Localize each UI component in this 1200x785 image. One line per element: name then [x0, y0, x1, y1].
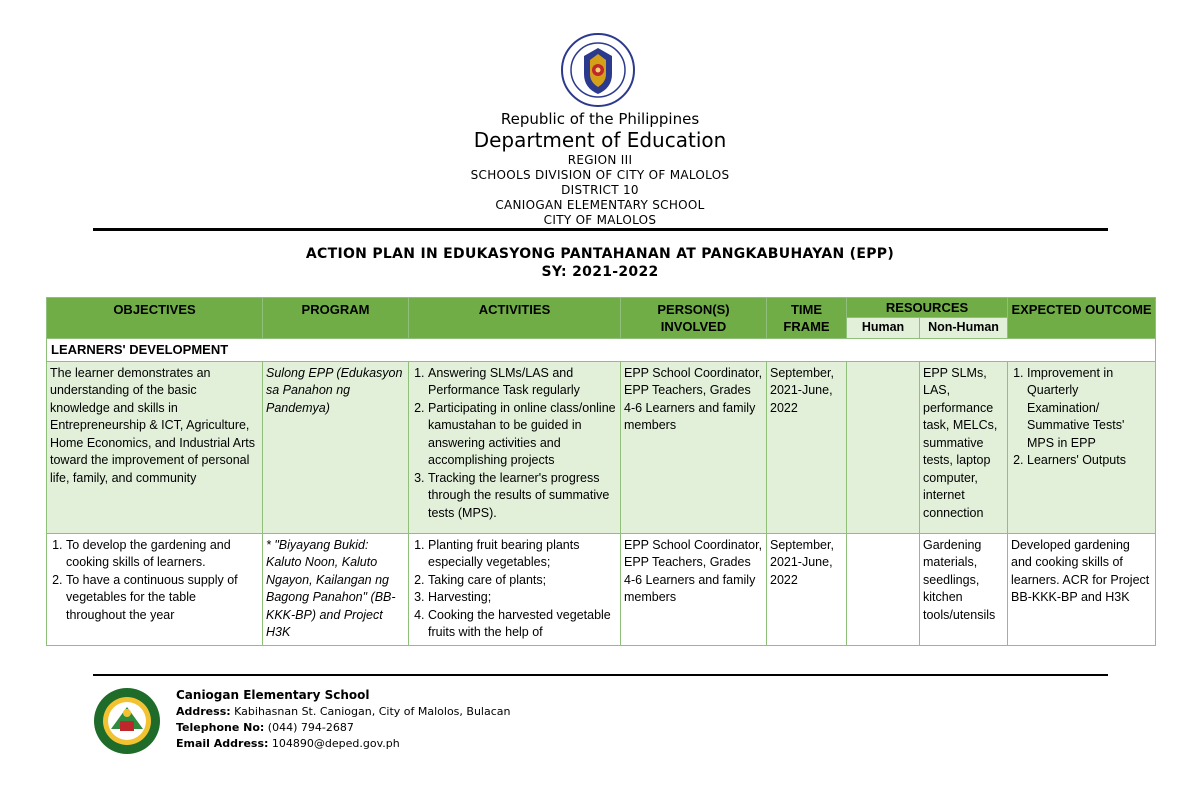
col-resources: RESOURCES: [847, 298, 1008, 318]
list-item: 4. Cooking the harvested vegetable fruits with the help of: [428, 607, 617, 642]
list-item: 1. Planting fruit bearing plants especially vegetables;: [428, 537, 617, 572]
nonhuman-cell: Gardening materials, seedlings, kitchen tools/utensils: [920, 533, 1008, 645]
school-logo-icon: [93, 687, 161, 755]
list-item: 1. Improvement in Quarterly Examination/ Summative Tests' MPS in EPP: [1027, 365, 1152, 453]
document-title: ACTION PLAN IN EDUKASYONG PANTAHANAN AT PANGKABUHAYAN (EPP): [305, 246, 895, 262]
list-item: 3. Tracking the learner's progress through the results of summative tests (MPS).: [428, 470, 617, 523]
col-time: TIME FRAME: [767, 298, 847, 339]
nonhuman-cell: EPP SLMs, LAS, performance task, MELCs, summative tests, laptop computer, internet connection: [920, 361, 1008, 533]
school-line: CANIOGAN ELEMENTARY SCHOOL: [495, 198, 705, 212]
col-objectives: OBJECTIVES: [47, 298, 263, 339]
footer-phone: [176, 721, 354, 734]
list-item: 3. Harvesting;: [428, 589, 617, 607]
col-human: Human: [847, 318, 920, 339]
outcome-cell: Developed gardening and cooking skills of learners. ACR for Project BB-KKK-BP and H3K: [1008, 533, 1156, 645]
col-nonhuman: Non-Human: [920, 318, 1008, 339]
human-cell: [847, 361, 920, 533]
col-program: PROGRAM: [263, 298, 409, 339]
time-cell: September, 2021-June, 2022: [767, 361, 847, 533]
city-line: CITY OF MALOLOS: [543, 213, 657, 227]
action-plan-table: [46, 297, 1156, 646]
section-row: [47, 339, 1156, 362]
school-year: SY: 2021-2022: [541, 264, 659, 280]
address-label: Address:: [176, 705, 231, 718]
list-item: 2. Learners' Outputs: [1027, 452, 1152, 470]
activities-cell: [409, 533, 621, 645]
division-line: SCHOOLS DIVISION OF CITY OF MALOLOS: [470, 168, 730, 182]
phone-label: Telephone No:: [176, 721, 265, 734]
list-item: 1. To develop the gardening and cooking skills of learners.: [66, 537, 259, 572]
time-cell: September, 2021-June, 2022: [767, 533, 847, 645]
district-line: DISTRICT 10: [561, 183, 639, 197]
persons-cell: EPP School Coordinator, EPP Teachers, Grades 4-6 Learners and family members: [621, 361, 767, 533]
footer-email: [176, 737, 400, 750]
activities-cell: [409, 361, 621, 533]
list-item: 2. To have a continuous supply of vegetables for the table throughout the year: [66, 572, 259, 625]
region-line: REGION III: [567, 153, 633, 167]
table-header-row: [47, 298, 1156, 318]
email-label: Email Address:: [176, 737, 269, 750]
table-row: [47, 533, 1156, 645]
list-item: 2. Participating in online class/online kamustahan to be guided in answering activities and accomplishing projects: [428, 400, 617, 470]
persons-cell: EPP School Coordinator, EPP Teachers, Grades 4-6 Learners and family members: [621, 533, 767, 645]
footer-school-name: Caniogan Elementary School: [176, 688, 370, 702]
program-cell: Sulong EPP (Edukasyon sa Panahon ng Pandemya): [263, 361, 409, 533]
list-item: 1. Answering SLMs/LAS and Performance Task regularly: [428, 365, 617, 400]
list-item: 2. Taking care of plants;: [428, 572, 617, 590]
republic-line: Republic of the Philippines: [500, 110, 700, 128]
human-cell: [847, 533, 920, 645]
email-value: 104890@deped.gov.ph: [271, 737, 400, 750]
col-persons: PERSON(S) INVOLVED: [621, 298, 767, 339]
table-row: [47, 361, 1156, 533]
footer-divider: [93, 674, 1108, 676]
col-activities: ACTIVITIES: [409, 298, 621, 339]
outcome-cell: [1008, 361, 1156, 533]
department-name: Department of Education: [473, 128, 727, 152]
col-outcome: EXPECTED OUTCOME: [1008, 298, 1156, 339]
objectives-cell: The learner demonstrates an understanding of the basic knowledge and skills in Entrepreneurship & ICT, Agriculture, Home Economics, and Industrial Arts toward the improvement of personal life, family, and community: [47, 361, 263, 533]
phone-value: (044) 794-2687: [267, 721, 354, 734]
footer-address: [176, 705, 510, 718]
objectives-cell: [47, 533, 263, 645]
program-cell: * "Biyayang Bukid: Kaluto Noon, Kaluto Ngayon, Kailangan ng Bagong Panahon" (BB-KKK-BP) and Project H3K: [263, 533, 409, 645]
section-label: LEARNERS' DEVELOPMENT: [47, 339, 1156, 362]
deped-seal-icon: [560, 32, 636, 108]
address-value: Kabihasnan St. Caniogan, City of Malolos, Bulacan: [234, 705, 511, 718]
header-divider: [93, 228, 1108, 231]
